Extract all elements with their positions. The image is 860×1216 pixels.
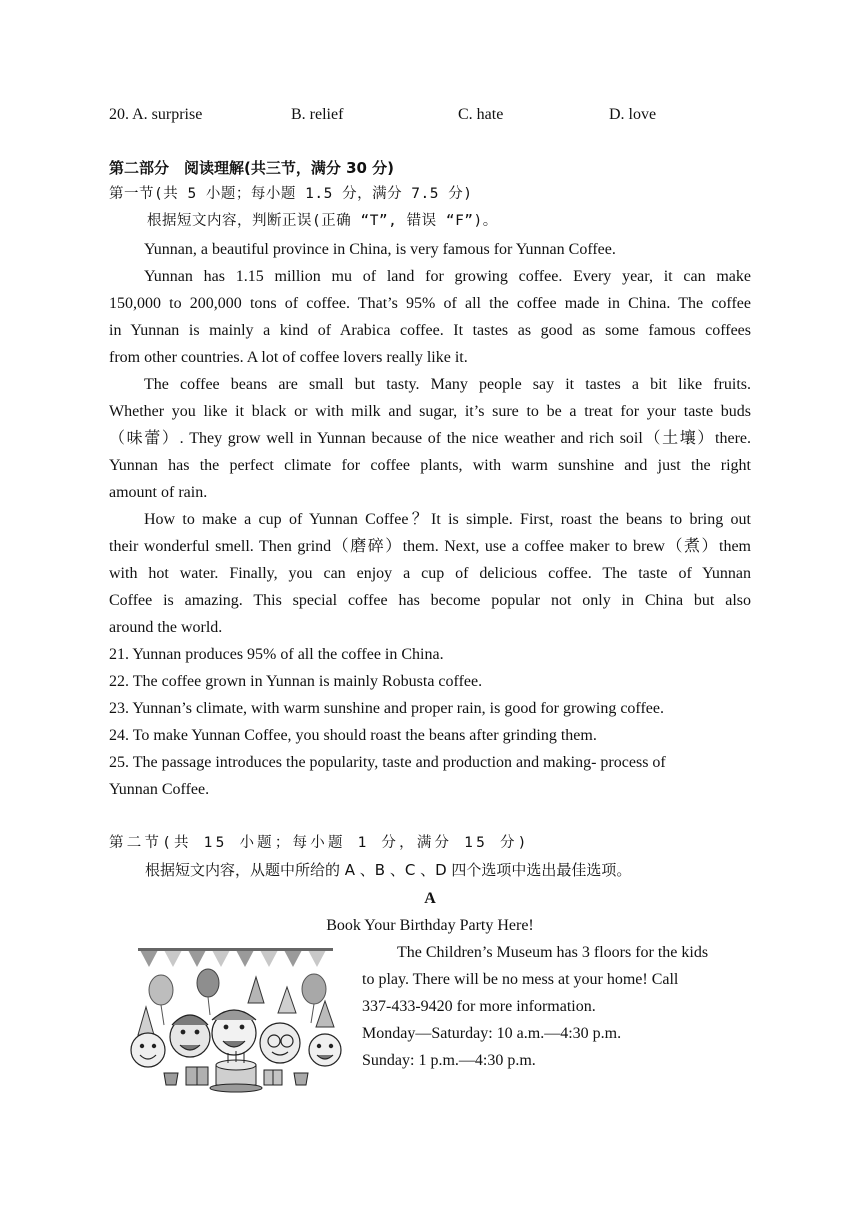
birthday-party-illustration — [128, 945, 348, 1093]
passage-line: from other countries. A lot of coffee lovers really like it. — [109, 349, 468, 366]
passage-line: in Yunnan is mainly a kind of Arabica coffee. It tastes as good as some famous coffees — [109, 322, 751, 339]
ad-line: The Children’s Museum has 3 floors for the kids — [397, 944, 709, 961]
section1-instruction: 根据短文内容，判断正误(正确 “T”, 错误 “F”)。 — [147, 213, 498, 229]
question-21: 21. Yunnan produces 95% of all the coffee in China. — [109, 646, 444, 663]
question-24: 24. To make Yunnan Coffee, you should roast the beans after grinding them. — [109, 727, 597, 744]
section1-title: 第一节(共 5 小题；每小题 1.5 分，满分 7.5 分) — [109, 186, 473, 202]
passage-line: around the world. — [109, 619, 223, 636]
passage-line: Yunnan has 1.15 million mu of land for growing coffee. Every year, it can make — [144, 268, 751, 285]
part2-title: 第二部分 阅读理解(共三节，满分 30 分) — [109, 159, 395, 177]
passage-line: How to make a cup of Yunnan Coffee？It is simple. First, roast the beans to bring out — [144, 511, 751, 528]
passage-line: amount of rain. — [109, 484, 208, 501]
passage-line: with hot water. Finally, you can enjoy a cup of delicious coffee. The taste of Yunnan — [109, 565, 751, 582]
passage-line: （味蕾）. They grow well in Yunnan because of the nice weather and rich soil（土壤）there. — [109, 430, 751, 447]
passage-line: 150,000 to 200,000 tons of coffee. That’s 95% of all the coffee made in China. The coffee — [109, 295, 751, 312]
passage-a-label: A — [424, 890, 436, 907]
passage-line: Coffee is amazing. This special coffee has become popular not only in China but also — [109, 592, 751, 609]
section2-title: 第二节(共 15 小题；每小题 1 分，满分 15 分) — [109, 835, 530, 851]
bunting-flags-icon — [138, 948, 333, 967]
passage-a-heading: Book Your Birthday Party Here! — [326, 917, 534, 934]
question-25: 25. The passage introduces the popularity, taste and production and making- process of — [109, 754, 666, 771]
question-23: 23. Yunnan’s climate, with warm sunshine and proper rain, is good for growing coffee. — [109, 700, 664, 717]
passage-line: Yunnan, a beautiful province in China, is very famous for Yunnan Coffee. — [144, 241, 616, 258]
q20-option-d: D. love — [609, 106, 657, 123]
q20-option-c: C. hate — [458, 106, 504, 123]
question-22: 22. The coffee grown in Yunnan is mainly Robusta coffee. — [109, 673, 483, 690]
section2-instruction: 根据短文内容，从题中所给的 A 、B 、C 、D 四个选项中选出最佳选项。 — [145, 861, 632, 879]
ad-line: to play. There will be no mess at your home! Call — [362, 971, 679, 988]
birthday-cake-icon — [210, 1051, 262, 1092]
ad-phone: 337-433-9420 for more information. — [362, 998, 596, 1015]
passage-line: their wonderful smell. Then grind（磨碎）them. Next, use a coffee maker to brew（煮）them — [109, 538, 751, 555]
ad-hours-sunday: Sunday: 1 p.m.—4:30 p.m. — [362, 1052, 536, 1069]
ad-hours-weekday: Monday—Saturday: 10 a.m.—4:30 p.m. — [362, 1025, 622, 1042]
passage-line: The coffee beans are small but tasty. Many people say it tastes a bit like fruits. — [144, 376, 751, 393]
q20-option-a: 20. A. surprise — [109, 106, 203, 123]
q20-option-b: B. relief — [291, 106, 344, 123]
passage-line: Whether you like it black or with milk and sugar, it’s sure to be a treat for your taste buds — [109, 403, 751, 420]
passage-line: Yunnan has the perfect climate for coffee plants, with warm sunshine and just the right — [109, 457, 751, 474]
question-25-cont: Yunnan Coffee. — [109, 781, 210, 798]
